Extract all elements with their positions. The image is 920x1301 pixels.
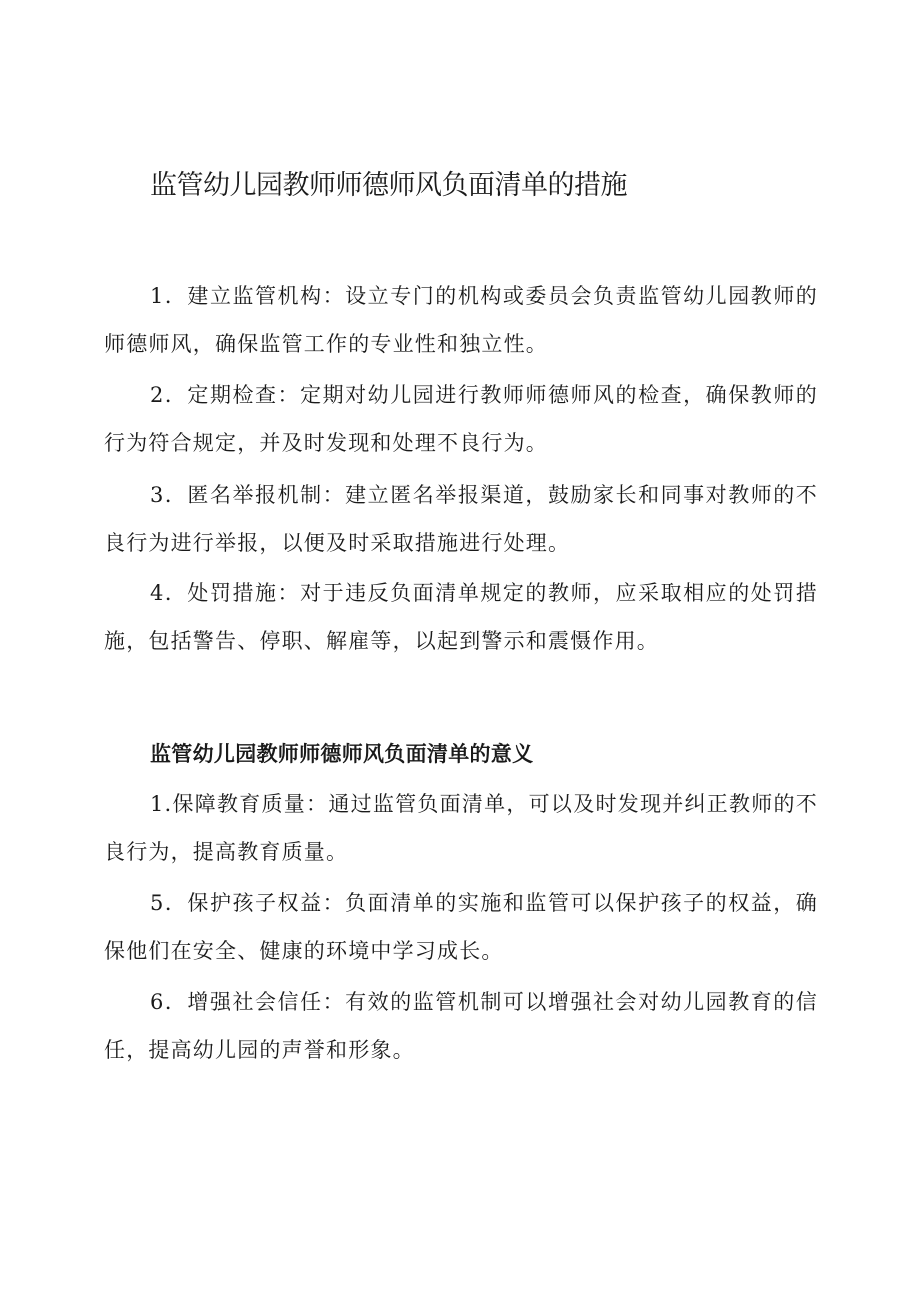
measure-paragraph-1: 1．建立监管机构：设立专门的机构或委员会负责监管幼儿园教师的师德师风，确保监管工作的专业性和独立性。: [104, 284, 818, 356]
significance-heading: 监管幼儿园教师师德师风负面清单的意义: [150, 742, 534, 766]
significance-paragraph-1: 1.保障教育质量：通过监管负面清单，可以及时发现并纠正教师的不良行为，提高教育质量。: [104, 792, 818, 864]
measure-paragraph-4: 4．处罚措施：对于违反负面清单规定的教师，应采取相应的处罚措施，包括警告、停职、解雇等，以起到警示和震慑作用。: [104, 581, 818, 653]
document-title: 监管幼儿园教师师德师风负面清单的措施: [150, 170, 627, 201]
measure-paragraph-3: 3．匿名举报机制：建立匿名举报渠道，鼓励家长和同事对教师的不良行为进行举报，以便及时采取措施进行处理。: [104, 483, 818, 555]
significance-paragraph-2: 5．保护孩子权益：负面清单的实施和监管可以保护孩子的权益，确保他们在安全、健康的环境中学习成长。: [104, 891, 818, 963]
measure-paragraph-2: 2．定期检查：定期对幼儿园进行教师师德师风的检查，确保教师的行为符合规定，并及时发现和处理不良行为。: [104, 383, 818, 455]
significance-paragraph-3: 6．增强社会信任：有效的监管机制可以增强社会对幼儿园教育的信任，提高幼儿园的声誉和形象。: [104, 990, 818, 1062]
